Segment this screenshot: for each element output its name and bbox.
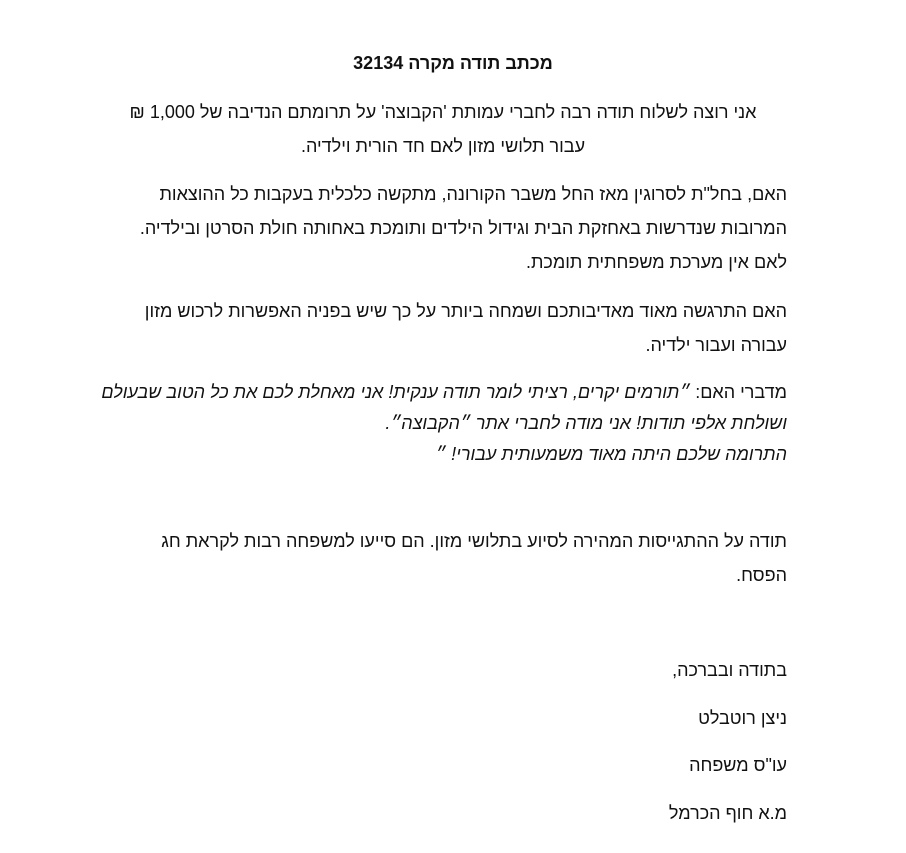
signature-location: מ.א חוף הכרמל [668,803,787,823]
paragraph-thanks [97,524,787,592]
mother-quote [87,377,787,470]
paragraph-line: עבורה ועבור ילדיה. [645,335,787,355]
paragraph-donation [100,95,786,163]
paragraph-line: האם התרגשה מאוד מאדיבותכם ושמחה ביותר על כך שיש בפניה האפשרות לרכוש מזון [144,301,787,321]
quote-line [87,408,787,439]
signature-closing: בתודה ובברכה, [672,660,787,680]
paragraph-gratitude [97,294,787,362]
quote-line [87,439,787,470]
letter-title: מכתב תודה מקרה 32134 [353,53,553,73]
quote-prefix: מדברי האם: [690,382,787,402]
paragraph-line: תודה על ההתגייסות המהירה לסיוע בתלושי מזון. הם סייעו למשפחה רבות לקראת חג [161,531,787,551]
paragraph-line: עבור תלושי מזון לאם חד הורית וילדיה. [300,136,586,156]
quote-line [87,377,787,408]
paragraph-line: המרובות שנדרשות באחזקת הבית וגידול הילדים ותומכת באחותה חולת הסרטן ובילדיה. [139,218,787,238]
quote-text: התרומה שלכם היתה מאוד משמעותית עבורי! ״ [435,444,787,464]
signature-role: עו"ס משפחה [689,755,787,775]
paragraph-line: לאם אין מערכת משפחתית תומכת. [525,252,787,272]
quote-text: ושולחת אלפי תודות! אני מודה לחברי אתר ״הקבוצה״. [385,413,787,433]
paragraph-line: האם, בחל"ת לסרוגין מאז החל משבר הקורונה, מתקשה כלכלית בעקבות כל ההוצאות [159,184,787,204]
signature-name: ניצן רוטבלט [698,708,787,728]
quote-text: ״תורמים יקרים, רציתי לומר תודה ענקית! אני מאחלת לכם את כל הטוב שבעולם [101,382,691,402]
paragraph-line: אני רוצה לשלוח תודה רבה לחברי עמותת 'הקבוצה' על תרומתם הנדיבה של 1,000 ₪ [129,102,757,122]
paragraph-background [97,177,787,279]
paragraph-line: הפסח. [736,565,787,585]
